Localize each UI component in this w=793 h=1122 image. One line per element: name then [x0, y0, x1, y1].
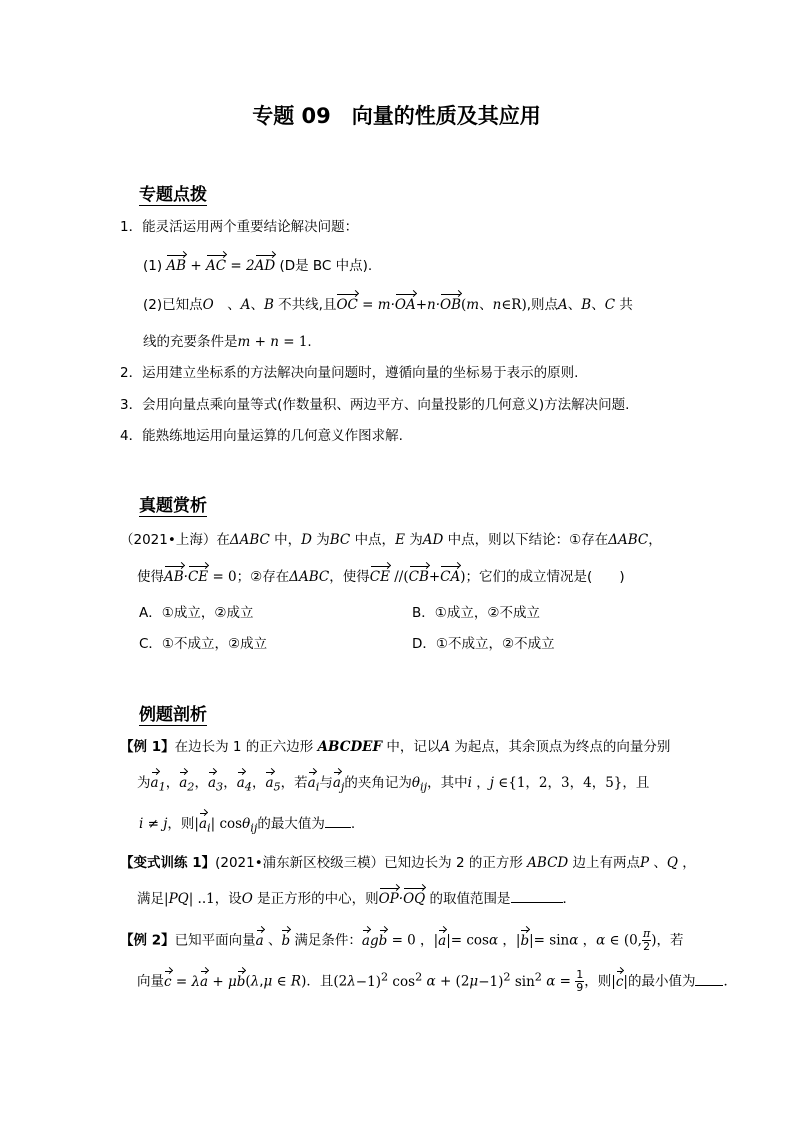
example-1-line-3: i ≠ j，则$|a_i|$ cosθ$_{ij}$的最大值为 . — [139, 816, 356, 835]
exam-question-line-1: （2021•上海）在ΔABC 中，D 为BC 中点，E 为AD 中点，则以下结论：①存在ΔABC， — [120, 532, 662, 548]
exam-option-c: C．①不成立，②成立 — [139, 636, 268, 652]
variant-1-line-1: 【变式训练 1】(2021•浦东新区校级三模）已知边长为 2 的正方形 ABCD 边上有两点P 、Q ， — [120, 855, 696, 871]
example-1-line-2: 为$a_1$，$a_2$，$a_3$，$a_4$，$a_5$，若$a_i$与$a_j$的夹角记为$\theta_{ij}$，其中i ，j ∈{1，2，3，4，5}，且 — [137, 775, 650, 794]
variant-1-line-2: 满足|PQ| ..1，设O 是正方形的中心，则OP·OQ 的取值范围是 ． — [137, 891, 576, 907]
section-heading-tips: 专题点拨 — [139, 185, 207, 205]
exam-option-b: B．①成立，②不成立 — [412, 605, 540, 621]
point-1-intro: 1．能灵活运用两个重要结论解决问题： — [120, 219, 359, 235]
point-4: 4．能熟练地运用向量运算的几何意义作图求解. — [120, 428, 403, 444]
exam-option-d: D．①不成立，②不成立 — [412, 636, 555, 652]
point-1-conclusion-a: (1) AB + AC = 2AD (D是 BC 中点). — [143, 258, 373, 274]
exam-question-line-2: 使得AB·CE = 0；②存在ΔABC，使得CE //(CB+CA)；它们的成立情况是( ) — [137, 569, 625, 585]
point-1-conclusion-b-cont: 线的充要条件是m + n = 1. — [143, 334, 312, 350]
point-3: 3．会用向量点乘向量等式(作数量积、两边平方、向量投影的几何意义)方法解决问题. — [120, 397, 630, 413]
exam-option-a: A．①成立，②成立 — [139, 605, 254, 621]
example-1-line-1: 【例 1】在边长为 1 的正六边形 ABCDEF 中，记以A 为起点，其余顶点为终点的向量分别 — [120, 739, 671, 755]
page-title: 专题 09 向量的性质及其应用 — [252, 104, 541, 128]
point-2: 2．运用建立坐标系的方法解决向量问题时，遵循向量的坐标易于表示的原则. — [120, 365, 579, 381]
section-heading-exam: 真题赏析 — [139, 496, 207, 516]
example-2-line-1: 【例 2】已知平面向量a 、b 满足条件：agb = 0 ，|a|= cosα ，|b|= sinα ，α ∈ (0, $\frac{\pi}{2}$ )，若 — [120, 927, 684, 953]
section-heading-examples: 例题剖析 — [139, 705, 207, 725]
example-2-line-2: 向量c = λa + μb(λ,μ ∈ R)．且$(2\lambda-1)^2$ $\cos^2 \alpha + (2\mu-1)^2$ $\sin^2 \alpha$ = $\frac{1}{9}$ ，则|c|的最小值为 ． — [137, 968, 737, 994]
point-1-conclusion-b: (2)已知点O 、A、B 不共线,且OC = m·OA+n·OB(m、n∈R),则点A、B、C 共 — [143, 297, 633, 313]
